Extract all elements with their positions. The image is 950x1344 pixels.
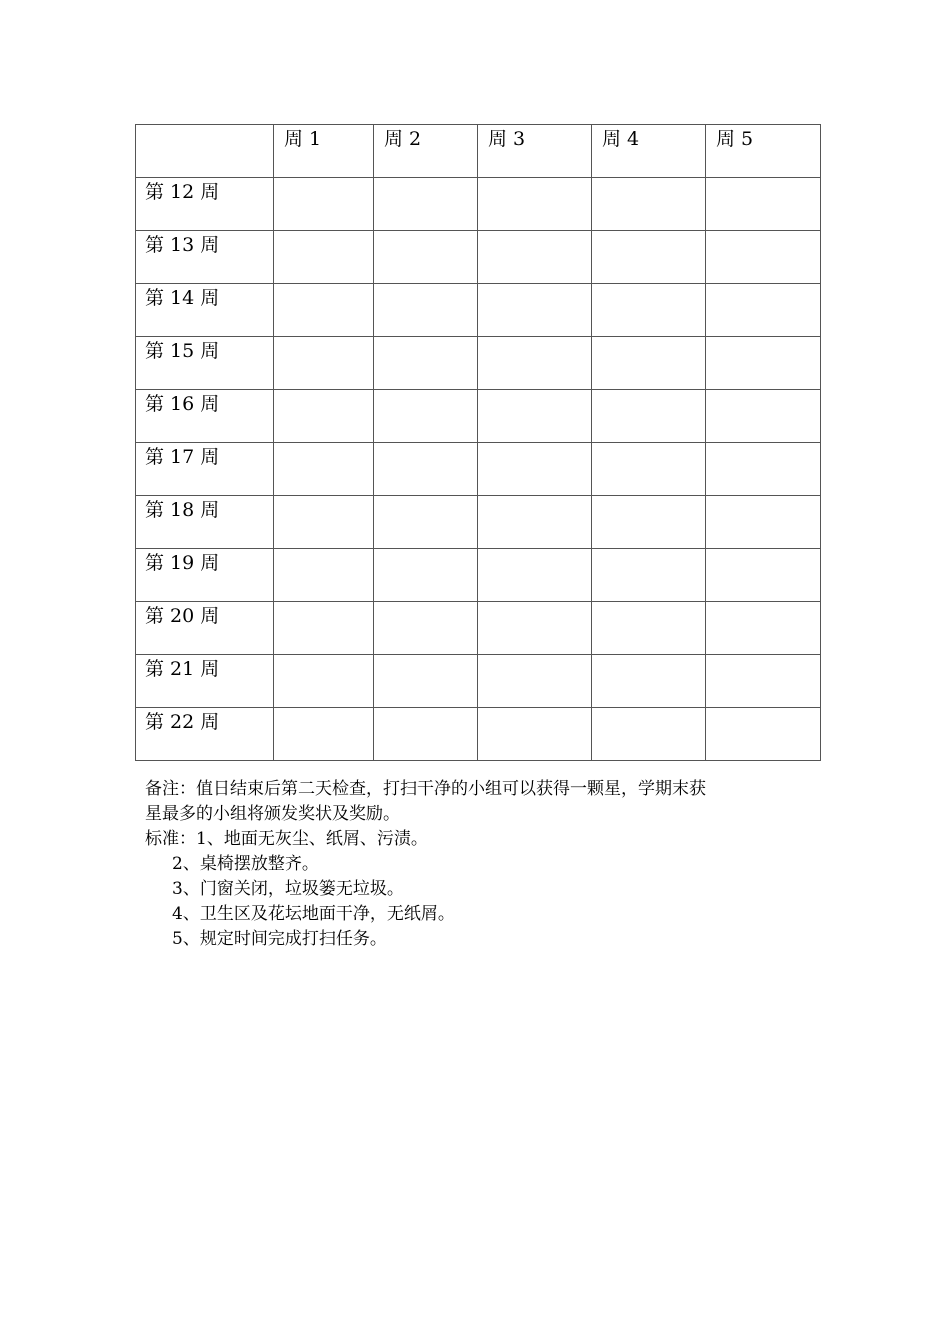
check-cell[interactable] [374, 655, 478, 708]
standard-item: 5、规定时间完成打扫任务。 [172, 929, 387, 949]
table-row [136, 443, 821, 496]
table-row [136, 602, 821, 655]
check-cell[interactable] [274, 655, 374, 708]
check-cell[interactable] [478, 496, 592, 549]
check-cell[interactable] [374, 231, 478, 284]
check-cell[interactable] [374, 549, 478, 602]
check-cell[interactable] [478, 549, 592, 602]
table-row [136, 708, 821, 761]
check-cell[interactable] [706, 443, 821, 496]
check-cell[interactable] [706, 231, 821, 284]
check-cell[interactable] [478, 602, 592, 655]
check-cell[interactable] [374, 443, 478, 496]
week-label-cell: 第 20 周 [136, 602, 274, 655]
check-cell[interactable] [374, 337, 478, 390]
check-cell[interactable] [592, 231, 706, 284]
check-cell[interactable] [374, 390, 478, 443]
check-cell[interactable] [274, 337, 374, 390]
check-cell[interactable] [374, 708, 478, 761]
check-cell[interactable] [274, 231, 374, 284]
check-cell[interactable] [274, 178, 374, 231]
check-cell[interactable] [374, 284, 478, 337]
check-cell[interactable] [592, 602, 706, 655]
week-label-cell: 第 16 周 [136, 390, 274, 443]
check-cell[interactable] [374, 178, 478, 231]
check-cell[interactable] [478, 178, 592, 231]
table-row [136, 390, 821, 443]
table-row [136, 549, 821, 602]
check-cell[interactable] [274, 284, 374, 337]
check-cell[interactable] [478, 390, 592, 443]
week-label-cell: 第 15 周 [136, 337, 274, 390]
check-cell[interactable] [592, 178, 706, 231]
week-label-cell: 第 12 周 [136, 178, 274, 231]
check-cell[interactable] [706, 708, 821, 761]
duty-check-table [135, 124, 821, 761]
check-cell[interactable] [706, 602, 821, 655]
check-cell[interactable] [592, 337, 706, 390]
week-label-cell: 第 14 周 [136, 284, 274, 337]
column-header-day-4: 周 4 [592, 125, 706, 178]
week-label-cell: 第 21 周 [136, 655, 274, 708]
check-cell[interactable] [706, 655, 821, 708]
check-cell[interactable] [478, 231, 592, 284]
table-header-row [136, 125, 821, 178]
check-cell[interactable] [274, 443, 374, 496]
check-cell[interactable] [706, 284, 821, 337]
table-row [136, 284, 821, 337]
remark-line: 星最多的小组将颁发奖状及奖励。 [145, 804, 400, 824]
check-cell[interactable] [478, 284, 592, 337]
table-corner-cell [136, 125, 274, 178]
table-row [136, 178, 821, 231]
check-cell[interactable] [592, 655, 706, 708]
check-cell[interactable] [592, 443, 706, 496]
check-cell[interactable] [274, 602, 374, 655]
check-cell[interactable] [478, 443, 592, 496]
remark-line: 备注：值日结束后第二天检查，打扫干净的小组可以获得一颗星，学期末获 [145, 779, 706, 799]
week-label-cell: 第 18 周 [136, 496, 274, 549]
check-cell[interactable] [706, 496, 821, 549]
standard-item: 2、桌椅摆放整齐。 [172, 854, 319, 874]
standard-item: 4、卫生区及花坛地面干净，无纸屑。 [172, 904, 455, 924]
check-cell[interactable] [478, 337, 592, 390]
check-cell[interactable] [274, 549, 374, 602]
table-row [136, 231, 821, 284]
week-label-cell: 第 19 周 [136, 549, 274, 602]
column-header-day-5: 周 5 [706, 125, 821, 178]
check-cell[interactable] [592, 284, 706, 337]
column-header-day-1: 周 1 [274, 125, 374, 178]
check-cell[interactable] [706, 549, 821, 602]
check-cell[interactable] [706, 390, 821, 443]
check-cell[interactable] [706, 337, 821, 390]
column-header-day-2: 周 2 [374, 125, 478, 178]
column-header-day-3: 周 3 [478, 125, 592, 178]
check-cell[interactable] [592, 390, 706, 443]
table-row [136, 655, 821, 708]
check-cell[interactable] [274, 708, 374, 761]
week-label-cell: 第 13 周 [136, 231, 274, 284]
check-cell[interactable] [478, 655, 592, 708]
standard-label: 标准：1、地面无灰尘、纸屑、污渍。 [145, 829, 428, 849]
check-cell[interactable] [374, 496, 478, 549]
check-cell[interactable] [478, 708, 592, 761]
notes-section [145, 777, 785, 952]
standard-item: 3、门窗关闭，垃圾篓无垃圾。 [172, 879, 404, 899]
check-cell[interactable] [706, 178, 821, 231]
table-row [136, 496, 821, 549]
check-cell[interactable] [592, 549, 706, 602]
check-cell[interactable] [592, 708, 706, 761]
week-label-cell: 第 22 周 [136, 708, 274, 761]
check-cell[interactable] [592, 496, 706, 549]
check-cell[interactable] [274, 496, 374, 549]
week-label-cell: 第 17 周 [136, 443, 274, 496]
check-cell[interactable] [374, 602, 478, 655]
table-row [136, 337, 821, 390]
check-cell[interactable] [274, 390, 374, 443]
